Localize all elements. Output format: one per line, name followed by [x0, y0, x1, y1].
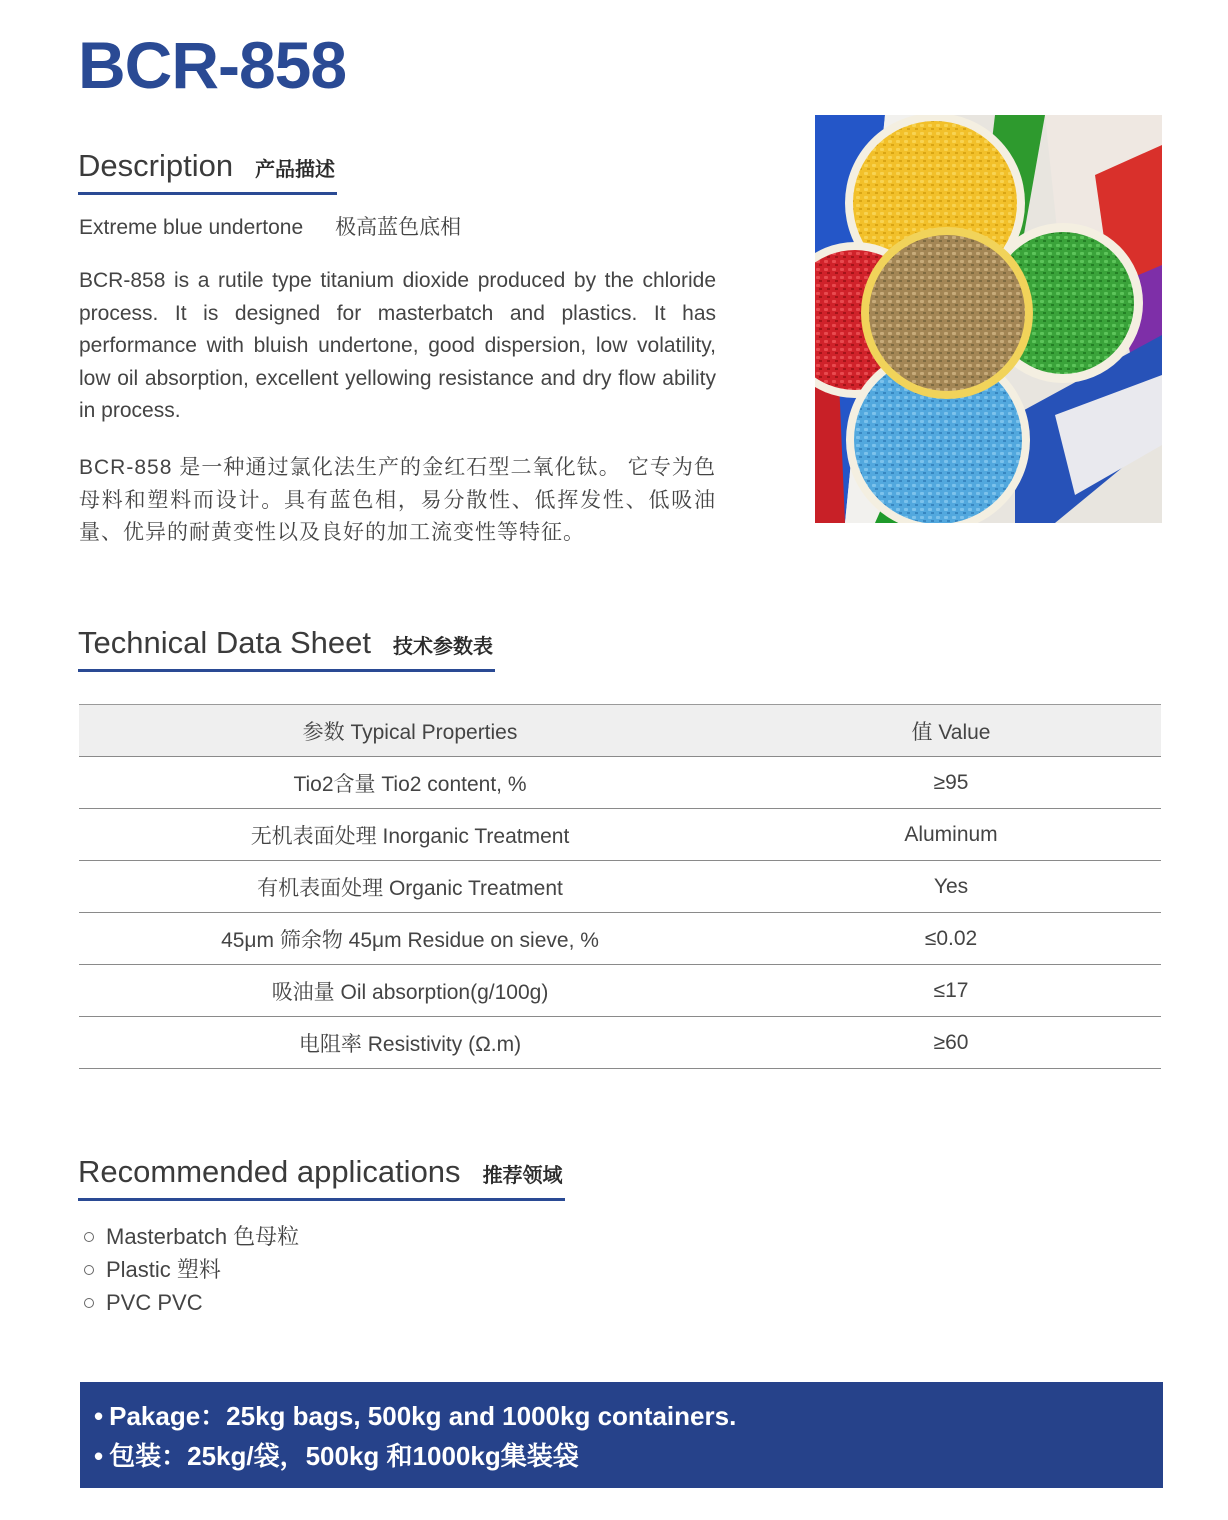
column-header-properties: 参数 Typical Properties [79, 705, 741, 757]
circle-bullet-icon [84, 1298, 94, 1308]
description-heading-en: Description [78, 148, 234, 183]
technical-data-heading [78, 625, 495, 672]
table-row [79, 965, 1161, 1017]
application-label: Masterbatch 色母粒 [106, 1224, 300, 1249]
description-heading-zh: 产品描述 [255, 159, 336, 181]
property-cell: 吸油量 Oil absorption(g/100g) [79, 965, 741, 1017]
property-cell: 45μm 筛余物 45μm Residue on sieve, % [79, 913, 741, 965]
applications-heading-en: Recommended applications [78, 1154, 461, 1189]
applications-list [84, 1220, 299, 1319]
application-label: PVC PVC [106, 1290, 203, 1315]
table-row [79, 913, 1161, 965]
value-cell: ≤17 [741, 965, 1161, 1017]
circle-bullet-icon [84, 1232, 94, 1242]
package-text-en: Pakage：25kg bags, 500kg and 1000kg containers. [109, 1401, 737, 1431]
value-cell: ≥60 [741, 1017, 1161, 1069]
application-label: Plastic 塑料 [106, 1257, 221, 1282]
applications-heading-zh: 推荐领域 [482, 1165, 563, 1187]
product-photo [815, 115, 1162, 523]
package-line-en [94, 1396, 1163, 1436]
table-row [79, 1017, 1161, 1069]
value-cell: Yes [741, 861, 1161, 913]
description-heading [78, 148, 337, 195]
technical-data-table [79, 704, 1161, 1069]
applications-heading [78, 1154, 565, 1201]
bullet-dot-icon: • [94, 1441, 104, 1471]
value-cell: ≤0.02 [741, 913, 1161, 965]
package-line-zh [94, 1436, 1163, 1476]
table-row [79, 861, 1161, 913]
table-row [79, 757, 1161, 809]
description-paragraph-en: BCR-858 is a rutile type titanium dioxide produced by the chloride process. It is designed for masterbatch and plastics. It has performance with bluish undertone, good dispersion, low volatility, low oil absorption, excellent yellowing resistance and dry flow ability in process. [79, 269, 716, 422]
pellets-illustration [815, 115, 1162, 523]
description-paragraph-zh: BCR-858 是一种通过氯化法生产的金红石型二氧化钛。 它专为色母料和塑料而设计。具有蓝色相，易分散性、低挥发性、低吸油量、优异的耐黄变性以及良好的加工流变性等特征。 [79, 456, 716, 544]
column-header-value: 值 Value [741, 705, 1161, 757]
technical-data-heading-en: Technical Data Sheet [78, 625, 371, 660]
list-item [84, 1253, 299, 1286]
table-header-row [79, 705, 1161, 757]
value-cell: Aluminum [741, 809, 1161, 861]
property-cell: 无机表面处理 Inorganic Treatment [79, 809, 741, 861]
property-cell: 电阻率 Resistivity (Ω.m) [79, 1017, 741, 1069]
product-title: BCR-858 [78, 28, 347, 102]
package-text-zh: 包装：25kg/袋，500kg 和1000kg集装袋 [109, 1441, 579, 1471]
technical-data-heading-zh: 技术参数表 [392, 636, 493, 658]
list-item [84, 1286, 299, 1319]
circle-bullet-icon [84, 1265, 94, 1275]
bullet-dot-icon: • [94, 1401, 104, 1431]
package-info-box [80, 1382, 1163, 1488]
table-row [79, 809, 1161, 861]
tagline-zh: 极高蓝色底相 [335, 216, 462, 239]
list-item [84, 1220, 299, 1253]
tagline-en: Extreme blue undertone [79, 216, 304, 239]
tagline [79, 211, 461, 241]
property-cell: Tio2含量 Tio2 content, % [79, 757, 741, 809]
property-cell: 有机表面处理 Organic Treatment [79, 861, 741, 913]
value-cell: ≥95 [741, 757, 1161, 809]
